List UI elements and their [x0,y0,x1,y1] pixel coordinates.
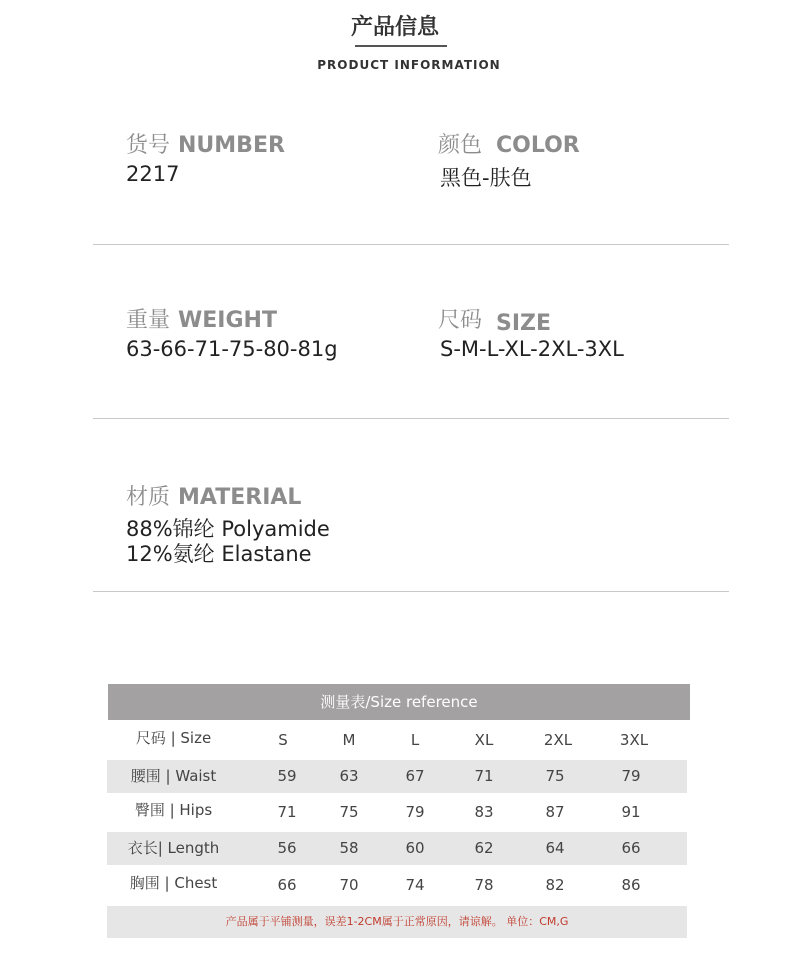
table-row-chest [107,869,687,902]
number-label-cn: 货号 [126,133,171,158]
material-label [126,480,301,511]
size-table-header-row [107,724,687,757]
weight-value: 63-66-71-75-80-81g [126,337,338,361]
cell-value: 75 [339,803,359,821]
cell-value: 87 [545,803,565,821]
cell-value: 66 [277,876,297,894]
size-table-title: 测量表/Size reference [108,684,690,720]
cell-value: 59 [277,767,297,785]
size-col-3xl: 3XL [619,731,649,749]
number-label-en: NUMBER [178,133,285,158]
cell-value: 70 [339,876,359,894]
size-col-xl: XL [474,731,494,749]
color-label-en: COLOR [496,133,580,158]
title-underline [355,45,447,47]
size-header-label: 尺码 | Size [135,729,212,747]
row-label: 衣长| Length [127,839,220,857]
material-label-en: MATERIAL [178,485,302,510]
color-label [438,128,580,159]
divider-3 [93,591,729,592]
cell-value: 56 [277,839,297,857]
weight-label-en: WEIGHT [178,308,277,333]
row-label: 腰围 | Waist [130,767,217,785]
row-label: 臀围 | Hips [134,801,213,819]
page-title-en: PRODUCT INFORMATION [317,58,501,72]
measurement-note: 产品属于平铺测量，误差1-2CM属于正常原因，请谅解。 单位：CM,G [107,906,687,938]
cell-value: 67 [405,767,425,785]
cell-value: 91 [621,803,641,821]
cell-value: 64 [545,839,565,857]
size-col-2xl: 2XL [543,731,573,749]
cell-value: 79 [405,803,425,821]
size-col-s: S [278,731,288,749]
cell-value: 78 [474,876,494,894]
size-label [438,303,551,334]
cell-value: 82 [545,876,565,894]
cell-value: 63 [339,767,359,785]
material-value-line1: 88%锦纶 Polyamide [126,517,330,541]
cell-value: 71 [474,767,494,785]
weight-label-cn: 重量 [126,308,171,333]
number-label [126,128,285,159]
size-col-l: L [410,731,420,749]
cell-value: 66 [621,839,641,857]
color-label-cn: 颜色 [438,133,483,158]
row-label: 胸围 | Chest [129,874,218,892]
material-label-cn: 材质 [126,485,171,510]
cell-value: 62 [474,839,494,857]
table-row-waist [107,760,687,793]
table-row-length [107,832,687,865]
cell-value: 83 [474,803,494,821]
size-value: S-M-L-XL-2XL-3XL [440,337,624,361]
cell-value: 79 [621,767,641,785]
page-title-cn: 产品信息 [350,15,439,40]
divider-2 [93,418,729,419]
table-row-hips [107,796,687,829]
size-col-m: M [342,731,356,749]
cell-value: 75 [545,767,565,785]
color-value: 黑色-肤色 [440,166,532,190]
weight-label [126,303,277,334]
cell-value: 86 [621,876,641,894]
number-value: 2217 [126,162,180,186]
material-value-line2: 12%氨纶 Elastane [126,542,312,566]
size-label-cn: 尺码 [438,308,483,333]
cell-value: 58 [339,839,359,857]
cell-value: 71 [277,803,297,821]
divider-1 [93,244,729,245]
cell-value: 60 [405,839,425,857]
cell-value: 74 [405,876,425,894]
size-label-en: SIZE [496,311,552,336]
